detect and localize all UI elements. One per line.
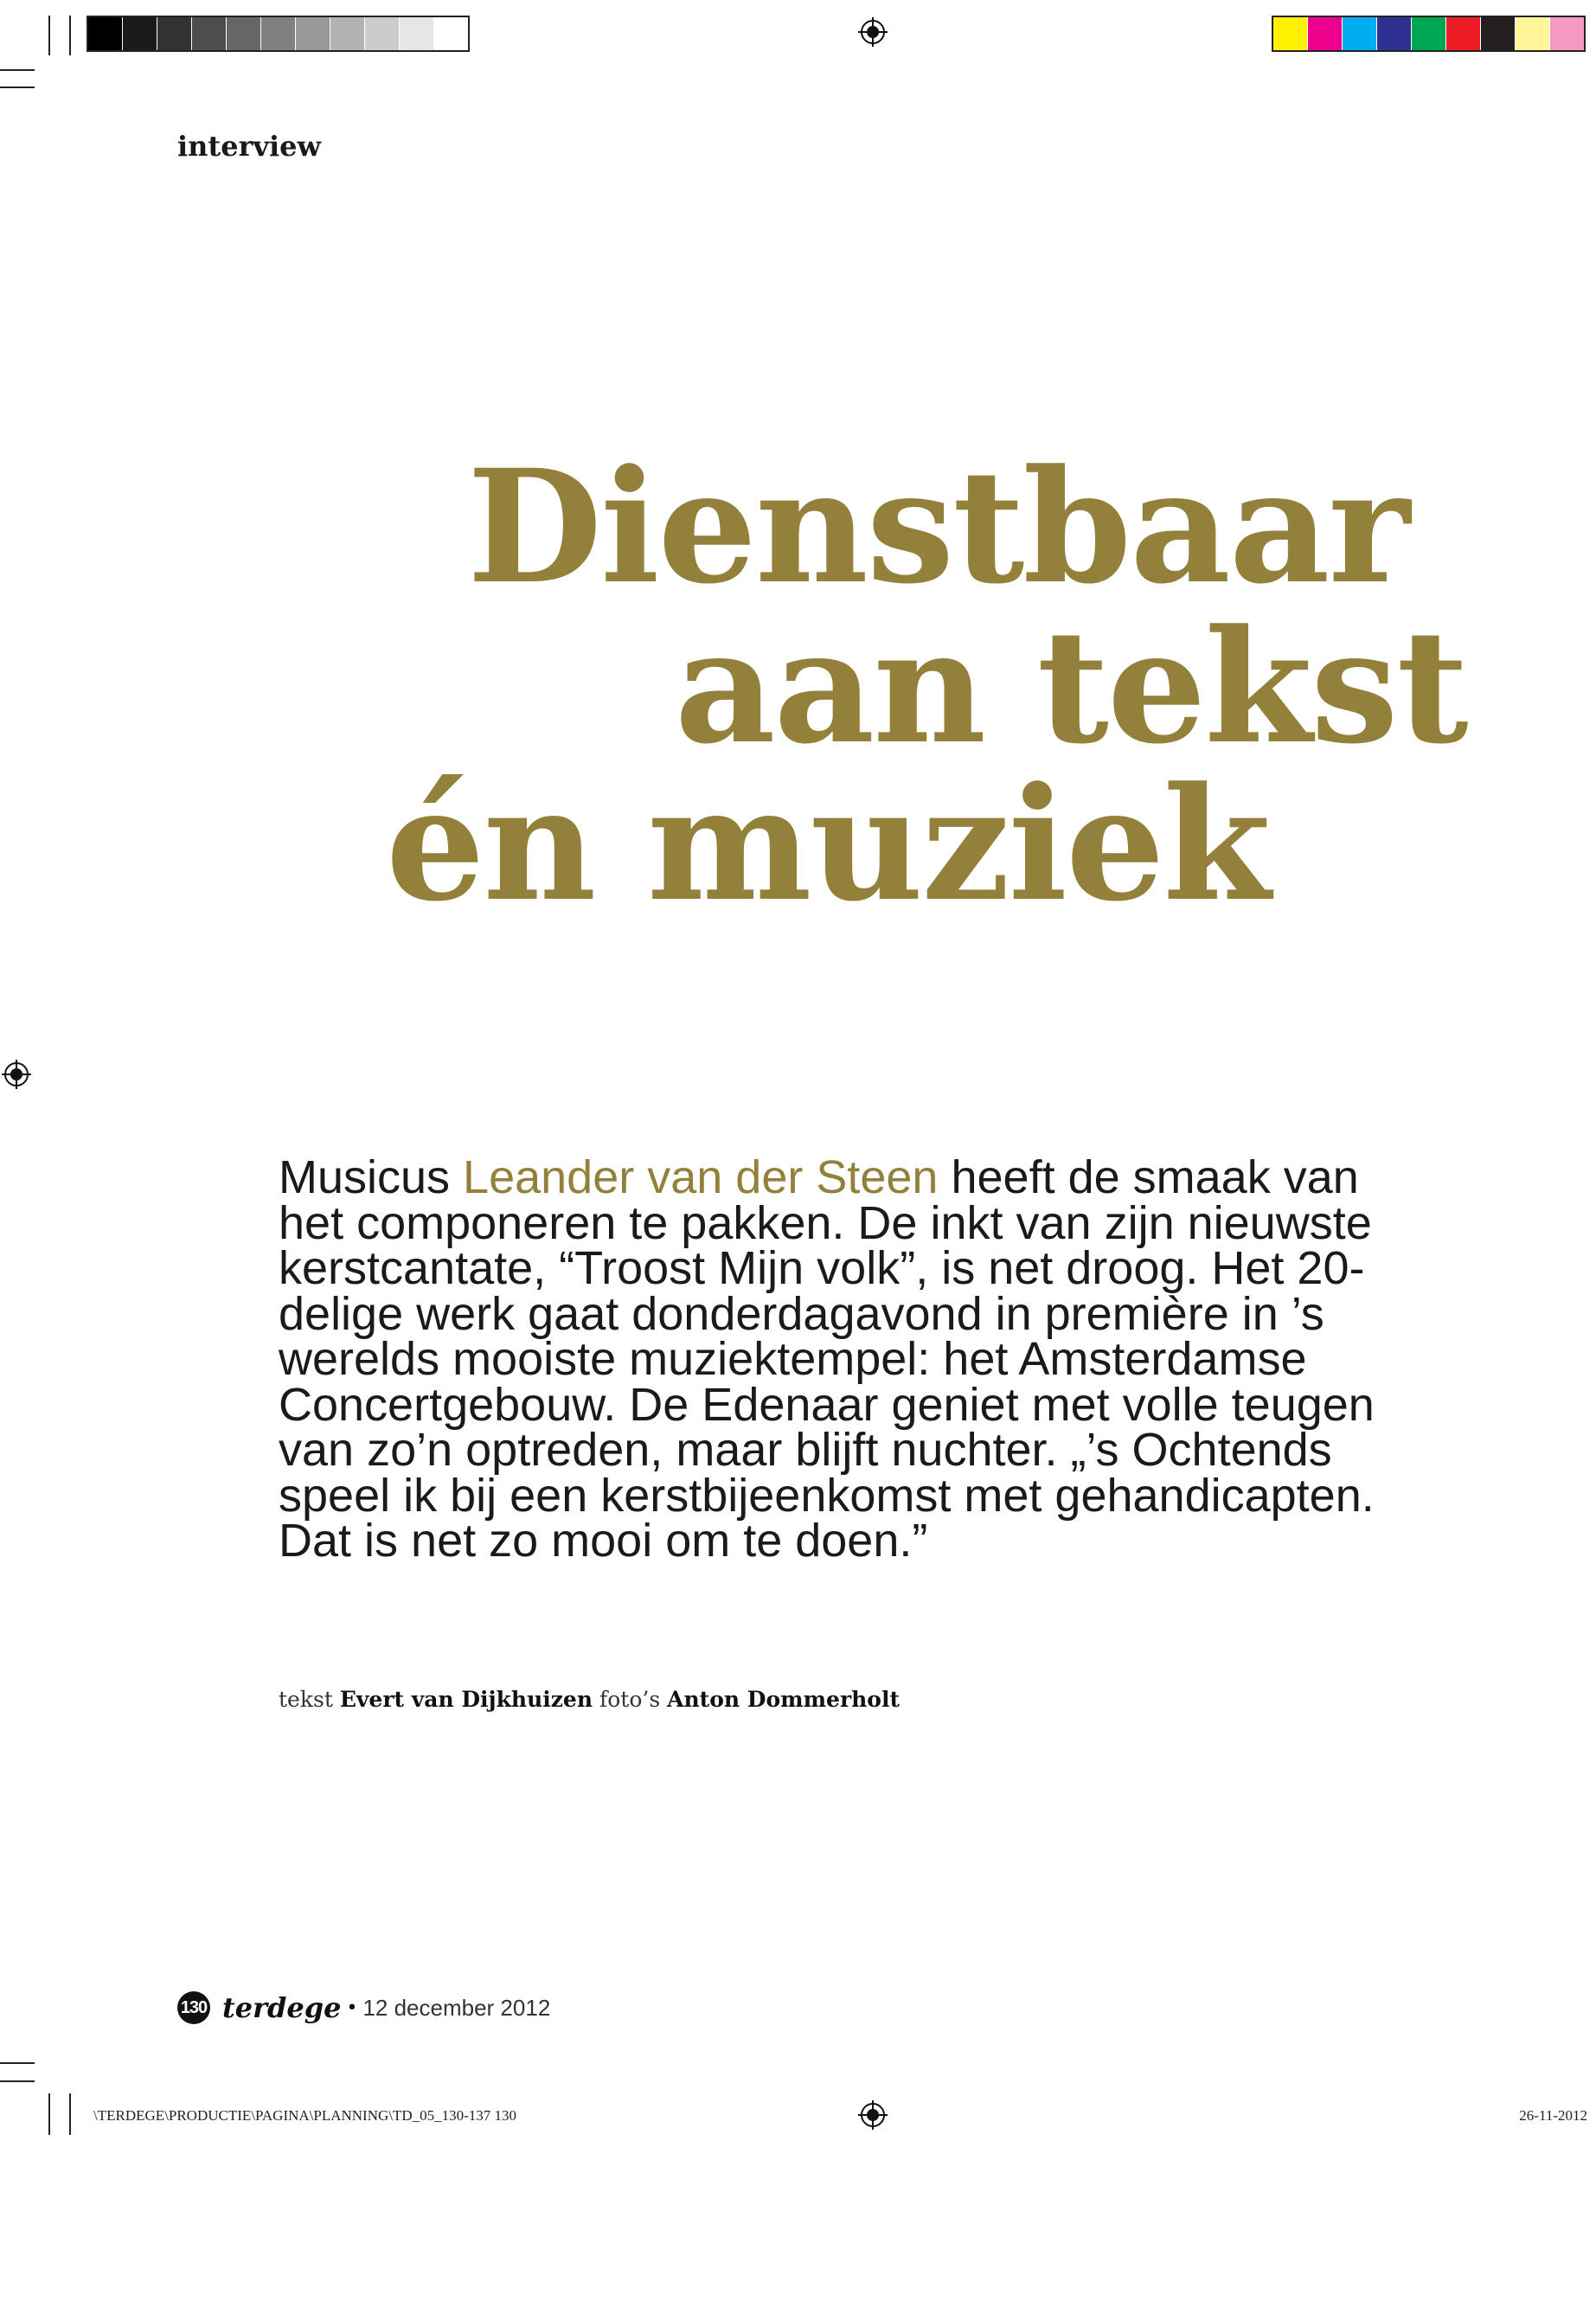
color-swatch (1273, 17, 1308, 50)
color-swatch (1481, 17, 1516, 50)
crop-mark (48, 16, 50, 55)
photo-credit-label: foto’s (599, 1687, 661, 1712)
color-swatch (88, 17, 123, 50)
registration-mark-icon (858, 2100, 888, 2130)
issue-date: 12 december 2012 (362, 1994, 551, 2021)
photographer-name: Anton Dommerholt (667, 1687, 901, 1712)
lead-text-start: Musicus (279, 1151, 464, 1203)
page-footer (177, 1991, 550, 2024)
headline-line-1: Dienstbaar (467, 436, 1409, 619)
color-swatch (157, 17, 192, 50)
color-swatch (1343, 17, 1377, 50)
crop-mark (0, 2062, 35, 2064)
registration-mark-icon (2, 1060, 31, 1089)
crop-mark (69, 2093, 71, 2135)
lead-text-rest: heeft de smaak van het componeren te pakken. De inkt van zijn nieuwste kerstcantate, “Troost Mijn volk”, is net droog. Het 20-delige werk gaat donderdagavond in première in ’s werelds mooiste muziektempel: het Amsterdamse Concertgebouw. De Edenaar geniet met volle teugen van zo’n optreden, maar blijft nuchter. „’s Ochtends speel ik bij een kerstbijeenkomst met gehandicapten. Dat is net zo mooi om te doen.” (279, 1151, 1375, 1567)
color-swatch (434, 17, 468, 50)
section-label: interview (177, 130, 322, 163)
color-swatch (296, 17, 330, 50)
color-swatch (1446, 17, 1481, 50)
color-swatch (1516, 17, 1550, 50)
crop-mark (48, 2093, 50, 2135)
author-name: Evert van Dijkhuizen (339, 1687, 593, 1712)
color-swatch (1308, 17, 1343, 50)
lead-paragraph (279, 1151, 1403, 1567)
color-swatch (123, 17, 157, 50)
gray-calibration-bar (87, 16, 470, 52)
color-swatch (227, 17, 261, 50)
color-swatch (330, 17, 365, 50)
registration-mark-icon (858, 17, 888, 47)
print-slug-path: \TERDEGE\PRODUCTIE\PAGINA\PLANNING\TD_05_130-137 130 (93, 2107, 517, 2124)
color-calibration-bar (1272, 16, 1586, 52)
lead-subject-name: Leander van der Steen (463, 1151, 939, 1203)
crop-mark (69, 16, 71, 55)
bullet-separator-icon: • (346, 1997, 358, 2019)
page-number-badge: 130 (177, 1991, 210, 2024)
color-swatch (1377, 17, 1412, 50)
color-swatch (1412, 17, 1446, 50)
color-swatch (365, 17, 400, 50)
headline-line-3: én muziek (386, 753, 1270, 936)
magazine-logo: terdege (222, 1991, 342, 2024)
color-swatch (400, 17, 434, 50)
article-credits (279, 1687, 900, 1712)
crop-mark (0, 2080, 35, 2082)
color-swatch (261, 17, 296, 50)
text-credit-label: tekst (279, 1687, 333, 1712)
crop-mark (0, 69, 35, 71)
color-swatch (192, 17, 227, 50)
headline-line-2: aan tekst (675, 596, 1467, 779)
color-swatch (1550, 17, 1584, 50)
print-slug-date: 26-11-2012 (1519, 2107, 1587, 2124)
crop-mark (0, 87, 35, 88)
